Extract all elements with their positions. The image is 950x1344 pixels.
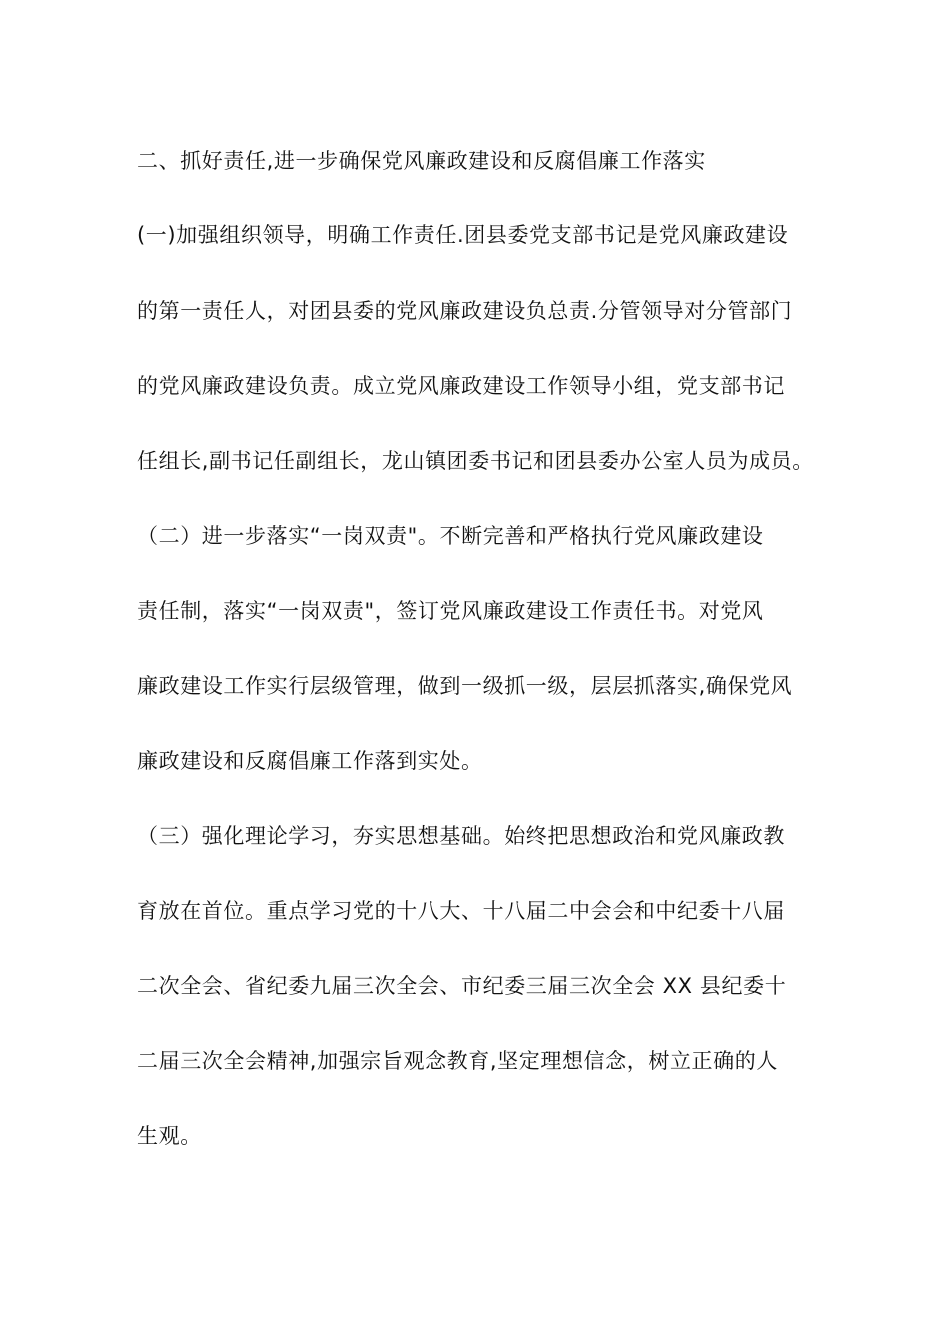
paragraph-line: （三）强化理论学习，夯实思想基础。始终把思想政治和党风廉政教 xyxy=(137,824,785,848)
paragraph-line: 任组长,副书记任副组长，龙山镇团委书记和团县委办公室人员为成员。 xyxy=(137,449,814,473)
paragraph-line: 二届三次全会精神,加强宗旨观念教育,坚定理想信念，树立正确的人 xyxy=(137,1049,778,1073)
paragraph-line: 育放在首位。重点学习党的十八大、十八届二中会会和中纪委十八届 xyxy=(137,899,785,923)
paragraph-line: （二）进一步落实“一岗双责"。不断完善和严格执行党风廉政建设 xyxy=(137,524,764,548)
paragraph-line: 的党风廉政建设负责。成立党风廉政建设工作领导小组，党支部书记 xyxy=(137,374,785,398)
section-heading: 二、抓好责任,进一步确保党风廉政建设和反腐倡廉工作落实 xyxy=(137,149,706,173)
paragraph-line: 二次全会、省纪委九届三次全会、市纪委三届三次全会 XX 县纪委十 xyxy=(137,974,787,998)
paragraph-line: 的第一责任人，对团县委的党风廉政建设负总责.分管领导对分管部门 xyxy=(137,299,793,323)
paragraph-line: (一)加强组织领导，明确工作责任.团县委党支部书记是党风廉政建设 xyxy=(137,223,789,247)
paragraph-line: 生观。 xyxy=(137,1124,202,1148)
paragraph-line: 廉政建设和反腐倡廉工作落到实处。 xyxy=(137,749,483,773)
paragraph-line: 廉政建设工作实行层级管理，做到一级抓一级，层层抓落实,确保党风 xyxy=(137,674,793,698)
paragraph-line: 责任制，落实“一岗双责"，签订党风廉政建设工作责任书。对党风 xyxy=(137,599,764,623)
